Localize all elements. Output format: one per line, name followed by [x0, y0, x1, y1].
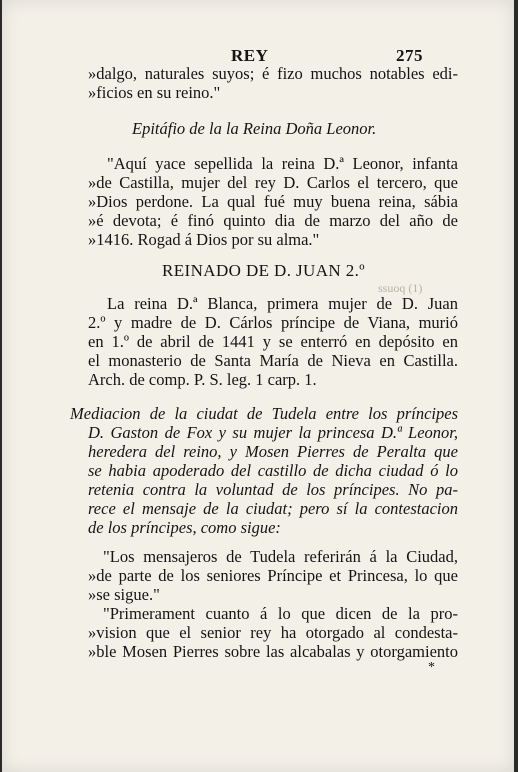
- paragraph-line: »vision que el senior rey ha otorgado al condesta-: [88, 623, 458, 642]
- page-number: 275: [396, 46, 423, 65]
- paragraph-line: »de parte de los seniores Príncipe et Princesa, lo que: [88, 566, 458, 585]
- paragraph-line: retenia contra la voluntad de los príncipes. No pa-: [88, 480, 458, 499]
- paragraph-line: »se sigue.": [88, 585, 160, 604]
- book-page: [2, 0, 514, 772]
- paragraph-line: D. Gaston de Fox y su mujer la princesa D.ª Leonor,: [88, 423, 458, 442]
- paragraph-line: se habia apoderado del castillo de dicha ciudad ó lo: [88, 461, 458, 480]
- paragraph-line: Arch. de comp. P. S. leg. 1 carp. 1.: [88, 370, 317, 389]
- paragraph-line: rece el mensaje de la ciudat; pero sí la contestacion: [88, 499, 458, 518]
- epitaph-heading: Epitáfio de la la Reina Doña Leonor.: [132, 119, 377, 138]
- paragraph-line: de los príncipes, como sigue:: [88, 518, 281, 537]
- section-heading: REINADO DE D. JUAN 2.º: [162, 261, 365, 280]
- paragraph-line: »1416. Rogad á Dios por su alma.": [88, 230, 320, 249]
- signature-mark: *: [428, 660, 435, 675]
- paragraph-line: »ficios en su reino.": [88, 83, 221, 102]
- paragraph-line: Mediacion de la ciudat de Tudela entre los príncipes: [70, 404, 458, 423]
- paragraph-line: »de Castilla, mujer del rey D. Carlos el tercero, que: [88, 173, 458, 192]
- paragraph-line: "Los mensajeros de Tudela referirán á la Ciudad,: [103, 547, 458, 566]
- paragraph-line: "Aquí yace sepellida la reina D.ª Leonor, infanta: [107, 154, 458, 173]
- bleed-through-text: ssuoq (1): [378, 281, 423, 295]
- paragraph-line: »dalgo, naturales suyos; é fizo muchos notables edi-: [88, 64, 458, 83]
- running-head-title: REY: [231, 46, 269, 65]
- paragraph-line: »Dios perdone. La qual fué muy buena reina, sábia: [88, 192, 458, 211]
- paragraph-line: "Primerament cuanto á lo que dicen de la pro-: [103, 604, 458, 623]
- paragraph-line: el monasterio de Santa María de Nieva en Castilla.: [88, 351, 458, 370]
- paragraph-line: La reina D.ª Blanca, primera mujer de D. Juan: [107, 294, 458, 313]
- paragraph-line: heredera del reino, y Mosen Pierres de Peralta que: [88, 442, 458, 461]
- paragraph-line: »é devota; é finó quinto dia de marzo del año de: [88, 211, 458, 230]
- paragraph-line: »ble Mosen Pierres sobre las alcabalas y otorgamiento: [88, 642, 458, 661]
- paragraph-line: 2.º y madre de D. Cárlos príncipe de Viana, murió: [88, 313, 458, 332]
- paragraph-line: en 1.º de abril de 1441 y se enterró en depósito en: [88, 332, 458, 351]
